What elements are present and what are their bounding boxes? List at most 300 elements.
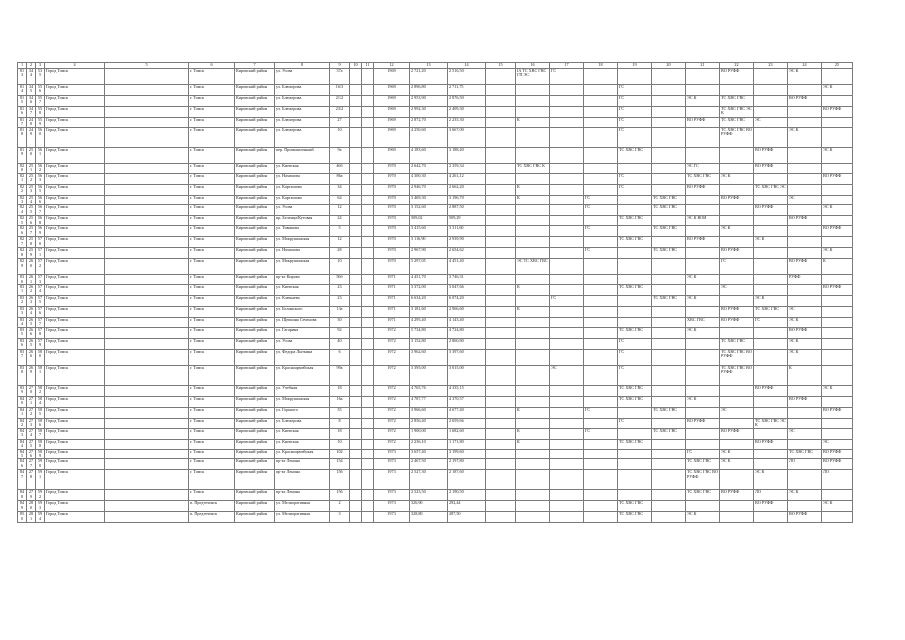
table-cell: Город Томск bbox=[45, 69, 105, 85]
table-cell: 3 415,60 bbox=[410, 226, 448, 237]
column-number-cell: 7 bbox=[235, 63, 275, 69]
table-cell: 3 469,30 bbox=[410, 195, 448, 205]
table-cell bbox=[550, 259, 584, 275]
table-cell: 560 bbox=[36, 127, 45, 147]
table-cell bbox=[652, 365, 686, 385]
table-cell: ТС ХВС ГВС bbox=[652, 248, 686, 259]
table-cell bbox=[550, 107, 584, 118]
table-cell bbox=[550, 385, 584, 396]
table-cell: 578 bbox=[36, 327, 45, 338]
table-cell: К bbox=[822, 259, 853, 275]
table-cell: Кировский район bbox=[235, 226, 275, 237]
table-cell: ЛО bbox=[754, 490, 788, 501]
table-cell bbox=[105, 349, 189, 365]
table-cell: ВО РУФФ bbox=[686, 118, 720, 128]
table-cell: 562 bbox=[36, 163, 45, 173]
table-row bbox=[18, 490, 853, 501]
table-cell bbox=[788, 237, 822, 248]
table-cell bbox=[486, 490, 516, 501]
table-cell: 10 bbox=[330, 127, 350, 147]
table-cell: 273 bbox=[27, 418, 36, 428]
table-cell: 2 887,50 bbox=[448, 205, 486, 216]
table-cell bbox=[362, 307, 374, 318]
table-cell: Город Томск bbox=[45, 470, 105, 490]
table-row bbox=[18, 512, 853, 523]
table-cell: ВО РУФФ bbox=[754, 385, 788, 396]
table-row bbox=[18, 385, 853, 396]
table-row bbox=[18, 107, 853, 118]
table-cell bbox=[350, 69, 362, 85]
table-cell: 326,90 bbox=[410, 501, 448, 512]
table-cell bbox=[105, 216, 189, 226]
table-cell bbox=[105, 248, 189, 259]
table-cell: 2 187,60 bbox=[448, 470, 486, 490]
table-cell: К bbox=[788, 365, 822, 385]
table-cell: 18 bbox=[330, 428, 350, 439]
table-cell bbox=[822, 307, 853, 318]
table-cell bbox=[486, 396, 516, 407]
table-cell bbox=[350, 365, 362, 385]
table-cell: 581 bbox=[36, 365, 45, 385]
column-number-cell: 2 bbox=[27, 63, 36, 69]
table-cell: 250 bbox=[27, 147, 36, 163]
table-cell bbox=[105, 237, 189, 248]
table-cell: 272 bbox=[27, 407, 36, 418]
table-cell: ЭС К bbox=[822, 248, 853, 259]
table-cell: 2 860,80 bbox=[448, 338, 486, 349]
table-cell: ул. Киевская bbox=[275, 428, 330, 439]
table-cell: г. Томск bbox=[189, 418, 235, 428]
table-cell bbox=[550, 195, 584, 205]
table-cell bbox=[788, 248, 822, 259]
table-cell: 2 939,90 bbox=[448, 237, 486, 248]
table-cell bbox=[652, 385, 686, 396]
table-row bbox=[18, 237, 853, 248]
table-cell bbox=[516, 501, 550, 512]
table-cell bbox=[362, 127, 374, 147]
table-cell: 1973 bbox=[374, 459, 410, 470]
table-cell: Кировский район bbox=[235, 470, 275, 490]
table-cell bbox=[720, 470, 754, 490]
table-cell bbox=[822, 275, 853, 285]
table-cell: ЭС К bbox=[720, 173, 754, 184]
table-cell: 848 bbox=[18, 490, 27, 501]
table-cell: ЭС bbox=[720, 407, 754, 418]
table-cell: ГС bbox=[550, 296, 584, 307]
table-cell bbox=[652, 184, 686, 195]
table-row bbox=[18, 449, 853, 459]
table-cell: 1972 bbox=[374, 407, 410, 418]
table-cell: ТС ХВС ГВС bbox=[686, 459, 720, 470]
table-cell bbox=[105, 365, 189, 385]
table-cell: г. Томск bbox=[189, 396, 235, 407]
table-cell bbox=[550, 318, 584, 328]
table-cell: ГС bbox=[584, 428, 618, 439]
table-cell: 2 236,10 bbox=[410, 439, 448, 449]
column-number-cell: 20 bbox=[652, 63, 686, 69]
table-cell: 849 bbox=[18, 501, 27, 512]
table-cell bbox=[550, 459, 584, 470]
table-cell bbox=[486, 327, 516, 338]
table-cell: 565 bbox=[36, 184, 45, 195]
table-cell: 2 872,70 bbox=[410, 118, 448, 128]
table-cell: 563 bbox=[36, 173, 45, 184]
table-cell: ГС bbox=[618, 173, 652, 184]
table-cell bbox=[550, 439, 584, 449]
table-cell: 824 bbox=[18, 205, 27, 216]
table-cell: 831 bbox=[18, 285, 27, 296]
table-cell: 566 bbox=[36, 195, 45, 205]
table-cell: 249 bbox=[27, 127, 36, 147]
table-cell: 1973 bbox=[374, 490, 410, 501]
table-cell: ЭС К bbox=[822, 85, 853, 96]
table-cell: Город Томск bbox=[45, 327, 105, 338]
table-cell: 13а bbox=[330, 307, 350, 318]
table-cell bbox=[362, 418, 374, 428]
table-cell: 535 bbox=[36, 69, 45, 85]
table-cell: 1972 bbox=[374, 439, 410, 449]
table-cell: ЛО bbox=[788, 459, 822, 470]
table-cell bbox=[362, 118, 374, 128]
table-cell bbox=[788, 85, 822, 96]
table-cell bbox=[350, 307, 362, 318]
table-cell bbox=[720, 216, 754, 226]
table-cell bbox=[105, 163, 189, 173]
table-cell bbox=[618, 490, 652, 501]
table-cell: ВО РУФФ bbox=[720, 490, 754, 501]
table-cell bbox=[362, 163, 374, 173]
table-cell: г. Томск bbox=[189, 349, 235, 365]
table-row bbox=[18, 184, 853, 195]
table-cell: К bbox=[516, 184, 550, 195]
table-cell: ТС ХВС ГВС bbox=[788, 449, 822, 459]
table-cell: ул. Учебная bbox=[275, 385, 330, 396]
table-cell bbox=[584, 173, 618, 184]
table-cell: 2 967,90 bbox=[410, 248, 448, 259]
table-cell: ВО РУФФ bbox=[686, 237, 720, 248]
table-cell bbox=[105, 226, 189, 237]
table-cell: 4 250,60 bbox=[410, 127, 448, 147]
table-cell: Кировский район bbox=[235, 107, 275, 118]
table-cell: пр-кт Ленина bbox=[275, 490, 330, 501]
table-cell bbox=[618, 449, 652, 459]
table-cell bbox=[362, 428, 374, 439]
table-cell bbox=[584, 396, 618, 407]
table-cell bbox=[584, 327, 618, 338]
table-cell bbox=[350, 173, 362, 184]
table-cell bbox=[686, 407, 720, 418]
table-cell: 257 bbox=[27, 226, 36, 237]
table-cell bbox=[720, 439, 754, 449]
table-cell bbox=[362, 407, 374, 418]
table-cell bbox=[788, 205, 822, 216]
table-cell: 2 946,70 bbox=[410, 184, 448, 195]
table-cell: ВО РУФФ bbox=[822, 449, 853, 459]
table-cell: Город Томск bbox=[45, 385, 105, 396]
table-cell bbox=[618, 248, 652, 259]
table-cell: 251 bbox=[27, 163, 36, 173]
table-cell bbox=[362, 96, 374, 107]
table-cell bbox=[754, 428, 788, 439]
table-cell: ВО РУФФ bbox=[822, 407, 853, 418]
table-cell: 4 765,76 bbox=[410, 385, 448, 396]
table-cell: 1969 bbox=[374, 118, 410, 128]
table-cell: 269 bbox=[27, 365, 36, 385]
table-cell: г. Томск bbox=[189, 184, 235, 195]
table-cell bbox=[105, 259, 189, 275]
table-cell: г. Томск bbox=[189, 407, 235, 418]
table-cell: г. Томск bbox=[189, 173, 235, 184]
table-cell: Кировский район bbox=[235, 85, 275, 96]
table-cell bbox=[362, 385, 374, 396]
table-cell bbox=[686, 501, 720, 512]
table-cell bbox=[822, 418, 853, 428]
table-cell bbox=[788, 107, 822, 118]
table-cell bbox=[822, 396, 853, 407]
table-cell: ул. Горького bbox=[275, 407, 330, 418]
table-cell: Город Томск bbox=[45, 96, 105, 107]
table-cell bbox=[618, 470, 652, 490]
table-cell: 587 bbox=[36, 428, 45, 439]
table-cell bbox=[754, 248, 788, 259]
table-cell bbox=[516, 459, 550, 470]
table-cell bbox=[362, 327, 374, 338]
table-cell: 12 bbox=[330, 205, 350, 216]
table-cell: 1970 bbox=[374, 184, 410, 195]
table-cell bbox=[550, 407, 584, 418]
table-cell bbox=[486, 173, 516, 184]
table-cell bbox=[584, 96, 618, 107]
column-number-cell: 8 bbox=[275, 63, 330, 69]
table-cell: 2 516,50 bbox=[448, 69, 486, 85]
table-cell bbox=[652, 512, 686, 523]
table-cell bbox=[652, 470, 686, 490]
table-cell: 10 bbox=[330, 439, 350, 449]
table-cell: ГС bbox=[550, 69, 584, 85]
table-cell bbox=[686, 259, 720, 275]
table-cell: 275 bbox=[27, 439, 36, 449]
table-cell bbox=[584, 470, 618, 490]
table-cell bbox=[362, 449, 374, 459]
table-cell: Город Томск bbox=[45, 147, 105, 163]
table-cell bbox=[516, 107, 550, 118]
table-cell: Кировский район bbox=[235, 512, 275, 523]
table-cell bbox=[362, 338, 374, 349]
table-cell: ГС bbox=[618, 85, 652, 96]
table-cell bbox=[618, 195, 652, 205]
table-cell: ВО РУФФ bbox=[686, 418, 720, 428]
table-cell: г. Томск bbox=[189, 385, 235, 396]
table-cell bbox=[105, 69, 189, 85]
table-cell bbox=[486, 237, 516, 248]
table-cell: Кировский район bbox=[235, 338, 275, 349]
table-cell: г. Томск bbox=[189, 439, 235, 449]
table-cell: Кировский район bbox=[235, 327, 275, 338]
table-cell: 24 bbox=[330, 216, 350, 226]
table-cell: 21/2 bbox=[330, 96, 350, 107]
table-cell: г. Томск bbox=[189, 307, 235, 318]
table-cell bbox=[105, 96, 189, 107]
table-cell: 830 bbox=[18, 275, 27, 285]
table-cell: ЭС К bbox=[788, 349, 822, 365]
table-cell: ГС bbox=[584, 407, 618, 418]
table-cell: ул. Гагарина bbox=[275, 327, 330, 338]
table-cell: 2 876,50 bbox=[448, 96, 486, 107]
table-cell bbox=[362, 216, 374, 226]
table-row bbox=[18, 396, 853, 407]
table-cell bbox=[550, 205, 584, 216]
table-cell bbox=[350, 512, 362, 523]
table-cell bbox=[720, 275, 754, 285]
table-cell: ВО РУФФ bbox=[754, 501, 788, 512]
table-cell: 56б bbox=[330, 275, 350, 285]
table-cell: ЭС К bbox=[720, 459, 754, 470]
table-cell bbox=[350, 205, 362, 216]
table-cell bbox=[362, 501, 374, 512]
table-cell bbox=[350, 259, 362, 275]
table-cell: 3 966,60 bbox=[410, 407, 448, 418]
table-cell bbox=[486, 118, 516, 128]
table-cell bbox=[350, 147, 362, 163]
table-cell: 570 bbox=[36, 237, 45, 248]
table-cell: 1970 bbox=[374, 205, 410, 216]
table-cell: ТС ХВС ГВС ВО РУФФ bbox=[686, 470, 720, 490]
table-row bbox=[18, 259, 853, 275]
table-cell: ГС bbox=[584, 195, 618, 205]
table-cell: 569 bbox=[36, 226, 45, 237]
table-cell bbox=[550, 147, 584, 163]
table-cell: ЭС bbox=[788, 307, 822, 318]
table-cell: 3 196,70 bbox=[448, 195, 486, 205]
column-number-cell: 13 bbox=[410, 63, 448, 69]
table-cell bbox=[550, 327, 584, 338]
table-cell bbox=[350, 418, 362, 428]
table-cell: ВО РУФФ bbox=[720, 428, 754, 439]
table-cell: ЭС К bbox=[788, 490, 822, 501]
table-cell: ул. Белинского bbox=[275, 307, 330, 318]
table-cell bbox=[105, 439, 189, 449]
table-cell bbox=[788, 226, 822, 237]
table-cell: 592 bbox=[36, 490, 45, 501]
table-cell bbox=[686, 195, 720, 205]
table-cell bbox=[754, 173, 788, 184]
table-cell: 266 bbox=[27, 349, 36, 365]
table-cell bbox=[754, 349, 788, 365]
table-cell: 46б bbox=[330, 163, 350, 173]
table-cell: 4 261,12 bbox=[448, 173, 486, 184]
table-cell: 2 190,50 bbox=[448, 490, 486, 501]
table-cell bbox=[362, 275, 374, 285]
table-cell bbox=[822, 327, 853, 338]
table-cell bbox=[584, 107, 618, 118]
table-cell: ул. Карташова bbox=[275, 184, 330, 195]
table-cell bbox=[516, 418, 550, 428]
table-cell: 328,80 bbox=[410, 512, 448, 523]
table-cell: г. Томск bbox=[189, 163, 235, 173]
table-cell: г. Томск bbox=[189, 318, 235, 328]
table-cell bbox=[652, 285, 686, 296]
table-cell: 4 335,15 bbox=[448, 385, 486, 396]
table-cell: 816 bbox=[18, 107, 27, 118]
table-cell: 835 bbox=[18, 327, 27, 338]
table-cell: 4 143,40 bbox=[448, 318, 486, 328]
table-cell bbox=[686, 349, 720, 365]
table-cell bbox=[362, 173, 374, 184]
table-cell: 567 bbox=[36, 205, 45, 216]
table-cell: Кировский район bbox=[235, 418, 275, 428]
column-number-cell: 16 bbox=[516, 63, 550, 69]
table-cell: ТС ХВС ГВС bbox=[618, 285, 652, 296]
table-cell: ВО РУФФ bbox=[788, 259, 822, 275]
table-cell: 1970 bbox=[374, 163, 410, 173]
table-cell: ВО РУФФ bbox=[822, 459, 853, 470]
table-row bbox=[18, 470, 853, 490]
table-cell: 30 bbox=[330, 318, 350, 328]
table-row bbox=[18, 69, 853, 85]
table-cell: 590 bbox=[36, 459, 45, 470]
table-cell: 2 527,30 bbox=[410, 470, 448, 490]
table-cell bbox=[550, 396, 584, 407]
table-row bbox=[18, 147, 853, 163]
table-cell bbox=[652, 85, 686, 96]
table-cell: 559 bbox=[36, 118, 45, 128]
table-cell: Кировский район bbox=[235, 195, 275, 205]
table-cell: 1970 bbox=[374, 195, 410, 205]
table-cell: 3 397,60 bbox=[448, 349, 486, 365]
table-cell: 1972 bbox=[374, 396, 410, 407]
table-cell: 1 682,60 bbox=[448, 428, 486, 439]
table-cell: 35 bbox=[330, 407, 350, 418]
table-cell: ЭС К bbox=[822, 147, 853, 163]
table-cell: Кировский район bbox=[235, 259, 275, 275]
table-cell bbox=[550, 349, 584, 365]
table-cell: ТС ХВС ГВС bbox=[618, 327, 652, 338]
table-cell: 818 bbox=[18, 127, 27, 147]
table-cell: 1971 bbox=[374, 275, 410, 285]
table-cell bbox=[720, 296, 754, 307]
table-cell bbox=[486, 85, 516, 96]
table-cell bbox=[516, 237, 550, 248]
table-cell bbox=[618, 296, 652, 307]
table-cell bbox=[516, 396, 550, 407]
table-cell: ЭС К bbox=[686, 327, 720, 338]
table-cell: ВО РУФФ bbox=[788, 96, 822, 107]
table-cell bbox=[362, 237, 374, 248]
table-cell bbox=[686, 127, 720, 147]
table-cell bbox=[486, 296, 516, 307]
table-cell bbox=[550, 285, 584, 296]
table-cell: Кировский район bbox=[235, 205, 275, 216]
table-cell: ул. Клюкаева bbox=[275, 296, 330, 307]
table-cell: ул. Усова bbox=[275, 69, 330, 85]
table-cell bbox=[105, 418, 189, 428]
table-cell bbox=[486, 127, 516, 147]
table-cell bbox=[362, 285, 374, 296]
table-cell: ЭС К bbox=[822, 385, 853, 396]
table-cell bbox=[652, 449, 686, 459]
table-cell: 1972 bbox=[374, 418, 410, 428]
table-cell bbox=[822, 96, 853, 107]
table-cell bbox=[516, 147, 550, 163]
table-cell: г. Томск bbox=[189, 69, 235, 85]
table-row bbox=[18, 296, 853, 307]
table-cell: 274 bbox=[27, 428, 36, 439]
table-cell: 1970 bbox=[374, 237, 410, 248]
table-row bbox=[18, 216, 853, 226]
table-cell: ТС ХВС ГВС bbox=[618, 501, 652, 512]
table-cell: 40 bbox=[330, 338, 350, 349]
table-cell: ЭС bbox=[720, 285, 754, 296]
